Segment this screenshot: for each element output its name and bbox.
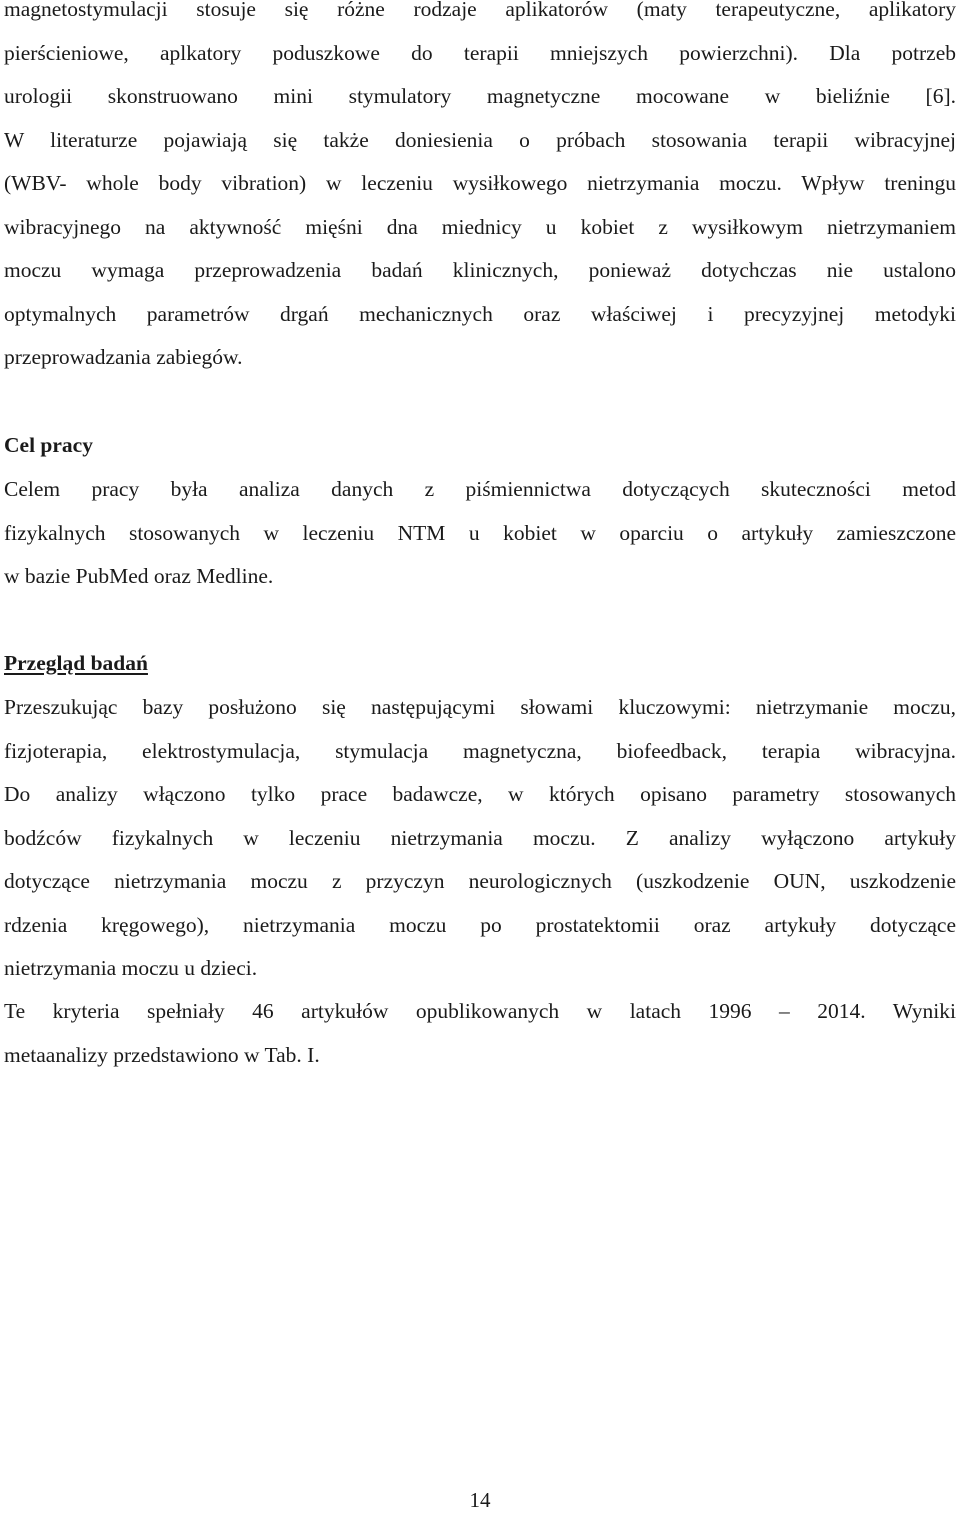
intro-paragraph: [4, 0, 956, 380]
intro-line: (WBV- whole body vibration) w leczeniu wysiłkowego nietrzymania moczu. Wpływ treningu: [4, 171, 956, 195]
review-line: metaanalizy przedstawiono w Tab. I.: [4, 1042, 320, 1067]
review-line: Do analizy włączono tylko prace badawcze, w których opisano parametry stosowanych: [4, 782, 956, 806]
review-line: bodźców fizykalnych w leczeniu nietrzymania moczu. Z analizy wyłączono artykuły: [4, 825, 956, 850]
review-line: Przeszukując bazy posłużono się następującymi słowami kluczowymi: nietrzymanie moczu,: [4, 695, 956, 719]
review-paragraph-2: [4, 990, 956, 1077]
intro-line: pierścieniowe, aplkatory poduszkowe do terapii mniejszych powierzchni). Dla potrzeb: [4, 40, 956, 65]
goal-paragraph: [4, 468, 956, 599]
section-heading-goal: Cel pracy: [4, 433, 93, 457]
intro-line: optymalnych parametrów drgań mechanicznych oraz właściwej i precyzyjnej metodyki: [4, 301, 956, 326]
review-line: fizjoterapia, elektrostymulacja, stymulacja magnetyczna, biofeedback, terapia wibracyjna.: [4, 738, 956, 763]
section-heading-review: Przegląd badań: [4, 651, 148, 675]
review-paragraph-1: [4, 686, 956, 991]
page-number: 14: [469, 1488, 491, 1512]
intro-line: przeprowadzania zabiegów.: [4, 345, 243, 369]
review-line: dotyczące nietrzymania moczu z przyczyn neurologicznych (uszkodzenie OUN, uszkodzenie: [4, 869, 956, 893]
goal-line: Celem pracy była analiza danych z piśmiennictwa dotyczących skuteczności metod: [4, 477, 956, 501]
review-line: rdzenia kręgowego), nietrzymania moczu po prostatektomii oraz artykuły dotyczące: [4, 912, 956, 937]
goal-line: fizykalnych stosowanych w leczeniu NTM u kobiet w oparciu o artykuły zamieszczone: [4, 520, 956, 545]
intro-line: urologii skonstruowano mini stymulatory magnetyczne mocowane w bieliźnie [6].: [4, 84, 956, 108]
goal-line: w bazie PubMed oraz Medline.: [4, 564, 274, 588]
intro-line: moczu wymaga przeprowadzenia badań klinicznych, ponieważ dotychczas nie ustalono: [4, 258, 956, 282]
review-line: Te kryteria spełniały 46 artykułów opublikowanych w latach 1996 – 2014. Wyniki: [4, 999, 956, 1023]
intro-line: magnetostymulacji stosuje się różne rodzaje aplikatorów (maty terapeutyczne, aplikatory: [4, 0, 956, 21]
intro-line: wibracyjnego na aktywność mięśni dna miednicy u kobiet z wysiłkowym nietrzymaniem: [4, 214, 956, 239]
intro-line: W literaturze pojawiają się także doniesienia o próbach stosowania terapii wibracyjnej: [4, 127, 956, 152]
review-line: nietrzymania moczu u dzieci.: [4, 956, 258, 980]
